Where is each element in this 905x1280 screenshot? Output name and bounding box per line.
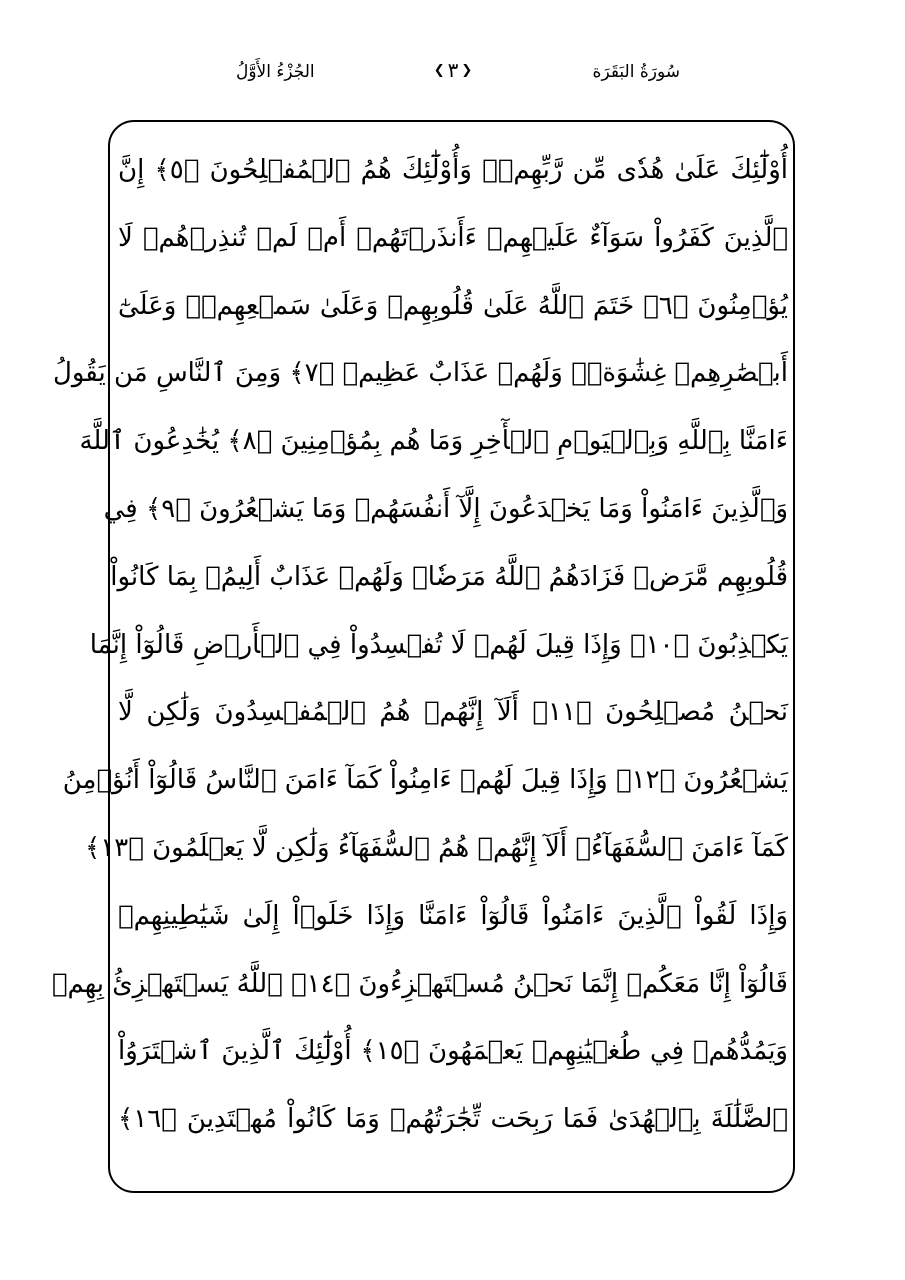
ornament-left-icon: ❮ — [433, 62, 445, 78]
verse-text-block — [51, 150, 789, 1167]
text-line: أَبۡصَٰرِهِمۡ غِشَٰوَةٞۖ وَلَهُمۡ عَذَابٌ عَظِيمٞ ﴿٧﴾ وَمِنَ ٱلنَّاسِ مَن يَقُولُ — [52, 358, 788, 389]
text-line: وَإِذَا لَقُواْ ٱلَّذِينَ ءَامَنُواْ قَالُوٓاْ ءَامَنَّا وَإِذَا خَلَوۡاْ إِلَىٰ شَيَٰطِينِهِمۡ — [118, 900, 788, 931]
text-line: يُؤۡمِنُونَ ﴿٦﴾ خَتَمَ ٱللَّهُ عَلَىٰ قُلُوبِهِمۡ وَعَلَىٰ سَمۡعِهِمۡۖ وَعَلَىٰٓ — [118, 290, 788, 321]
page-number: ٣ — [447, 58, 459, 82]
text-line: ٱلَّذِينَ كَفَرُواْ سَوَآءٌ عَلَيۡهِمۡ ءَأَنذَرۡتَهُمۡ أَمۡ لَمۡ تُنذِرۡهُمۡ لَا — [118, 222, 788, 253]
text-line: أُوْلَٰٓئِكَ عَلَىٰ هُدٗى مِّن رَّبِّهِمۡۖ وَأُوْلَٰٓئِكَ هُمُ ٱلۡمُفۡلِحُونَ ﴿٥﴾ إِنَّ — [118, 155, 788, 185]
text-line: كَمَآ ءَامَنَ ٱلسُّفَهَآءُۗ أَلَآ إِنَّهُمۡ هُمُ ٱلسُّفَهَآءُ وَلَٰكِن لَّا يَعۡلَمُونَ ﴿١٣﴾ — [85, 832, 788, 863]
ornament-right-icon: ❯ — [461, 62, 473, 78]
surah-name: سُورَةُ البَقَرَة — [592, 62, 680, 82]
juz-name: الجُزْءُ الأَوَّلُ — [236, 62, 315, 82]
text-line: وَٱلَّذِينَ ءَامَنُواْ وَمَا يَخۡدَعُونَ إِلَّآ أَنفُسَهُمۡ وَمَا يَشۡعُرُونَ ﴿٩﴾ فِي — [103, 493, 788, 524]
text-line: يَكۡذِبُونَ ﴿١٠﴾ وَإِذَا قِيلَ لَهُمۡ لَا تُفۡسِدُواْ فِي ٱلۡأَرۡضِ قَالُوٓاْ إِنَّمَا — [89, 629, 788, 660]
text-line: قُلُوبِهِم مَّرَضٞ فَزَادَهُمُ ٱللَّهُ مَرَضٗاۖ وَلَهُمۡ عَذَابٌ أَلِيمُۢ بِمَا كَانُواْ — [110, 561, 788, 592]
text-line: نَحۡنُ مُصۡلِحُونَ ﴿١١﴾ أَلَآ إِنَّهُمۡ هُمُ ٱلۡمُفۡسِدُونَ وَلَٰكِن لَّا — [118, 697, 789, 728]
page-number-badge — [434, 58, 473, 82]
text-line: قَالُوٓاْ إِنَّا مَعَكُمۡ إِنَّمَا نَحۡنُ مُسۡتَهۡزِءُونَ ﴿١٤﴾ ٱللَّهُ يَسۡتَهۡزِئُ بِهِمۡ — [51, 968, 788, 999]
text-line: يَشۡعُرُونَ ﴿١٢﴾ وَإِذَا قِيلَ لَهُمۡ ءَامِنُواْ كَمَآ ءَامَنَ ٱلنَّاسُ قَالُوٓاْ أَنُؤۡمِنُ — [62, 765, 788, 796]
text-line: ءَامَنَّا بِٱللَّهِ وَبِٱلۡيَوۡمِ ٱلۡأٓخِرِ وَمَا هُم بِمُؤۡمِنِينَ ﴿٨﴾ يُخَٰدِعُونَ ٱللَّهَ — [79, 426, 788, 457]
page-header — [108, 56, 798, 100]
text-line: ٱلضَّلَٰلَةَ بِٱلۡهُدَىٰ فَمَا رَبِحَت تِّجَٰرَتُهُمۡ وَمَا كَانُواْ مُهۡتَدِينَ ﴿١٦﴾ — [118, 1104, 788, 1135]
text-line: وَيَمُدُّهُمۡ فِي طُغۡيَٰنِهِمۡ يَعۡمَهُونَ ﴿١٥﴾ أُوْلَٰٓئِكَ ٱلَّذِينَ ٱشۡتَرَوُاْ — [118, 1036, 788, 1067]
